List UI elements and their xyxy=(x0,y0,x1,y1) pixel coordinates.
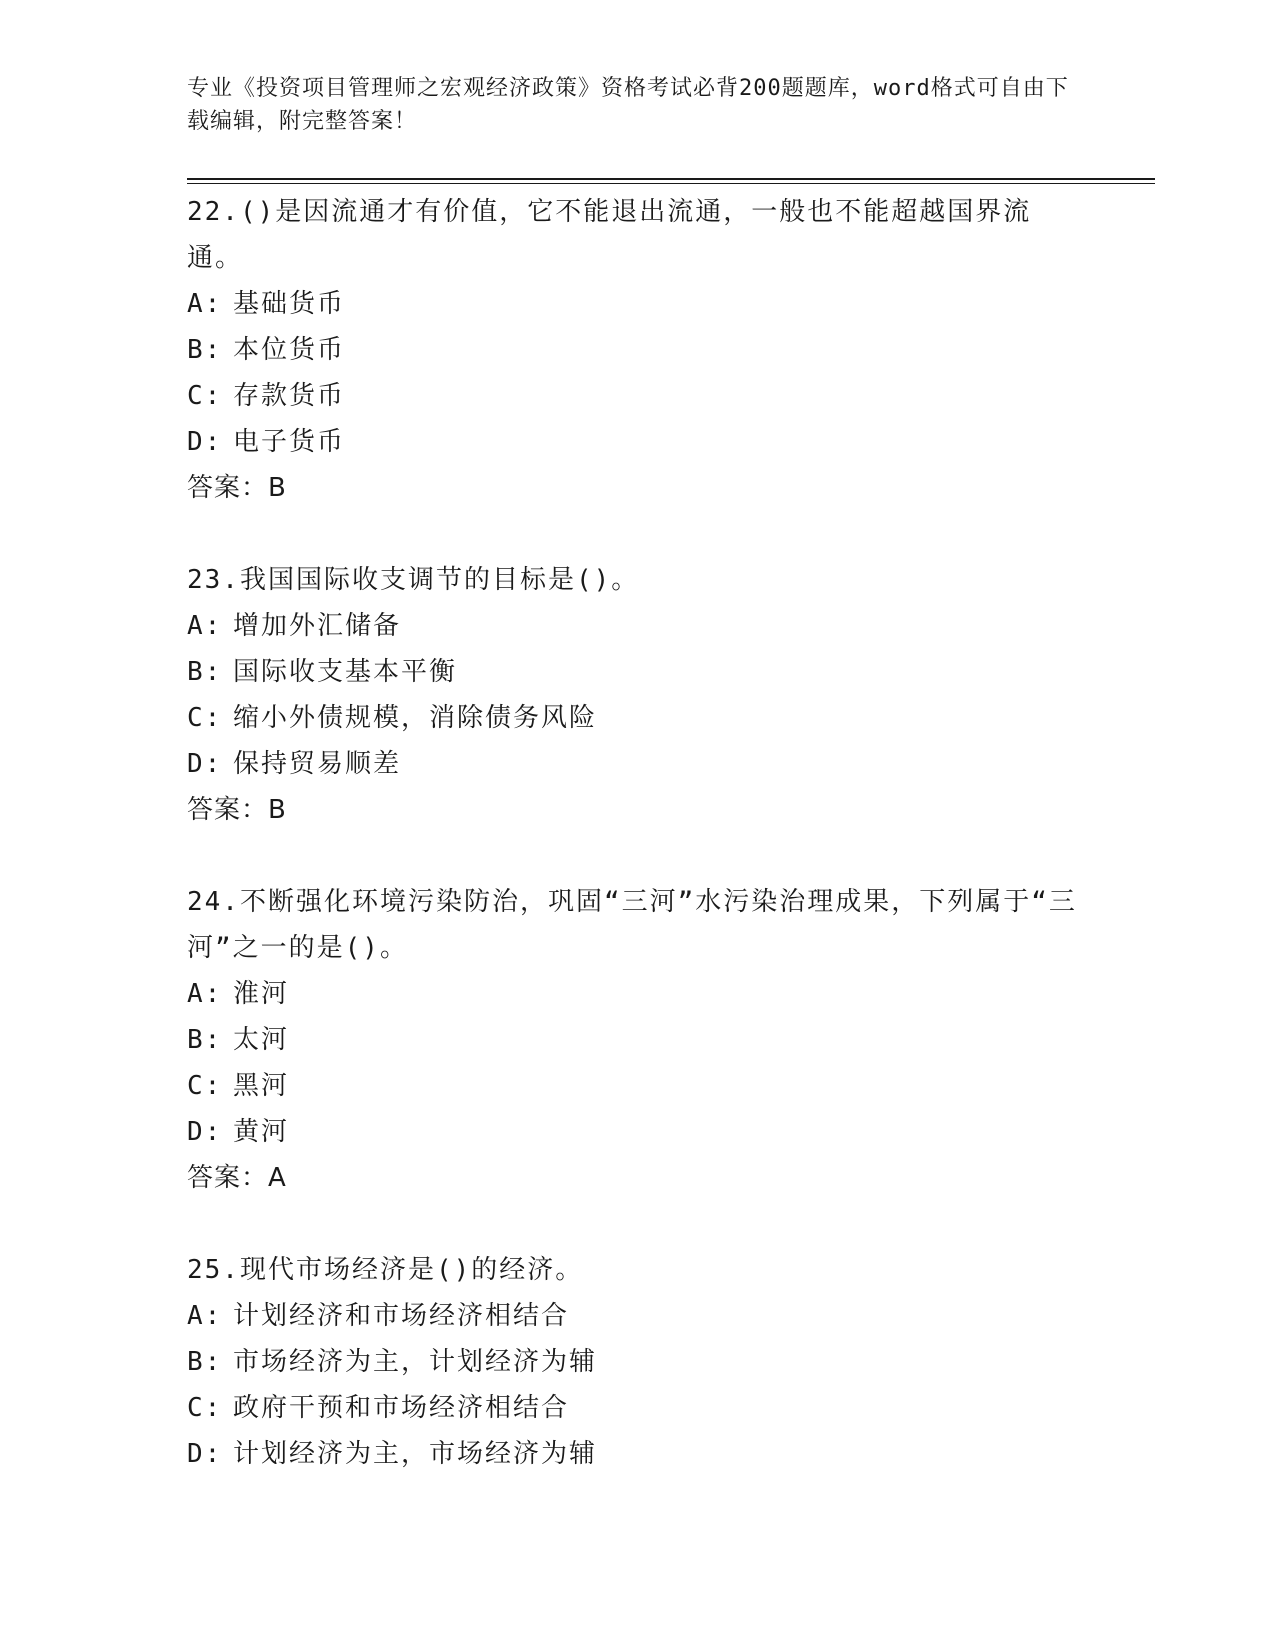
option-key: D: xyxy=(187,427,223,457)
header-rule-thin xyxy=(187,183,1155,184)
option-d xyxy=(187,1109,1087,1155)
option-key: B: xyxy=(187,1025,223,1055)
option-key: A: xyxy=(187,979,223,1009)
question-24 xyxy=(187,879,1087,1201)
option-a xyxy=(187,971,1087,1017)
option-text: 保持贸易顺差 xyxy=(233,749,402,779)
option-text: 计划经济为主，市场经济为辅 xyxy=(233,1439,598,1469)
question-stem: 24.不断强化环境污染防治，巩固“三河”水污染治理成果，下列属于“三河”之一的是()。 xyxy=(187,887,1077,963)
question-list xyxy=(187,189,1087,1523)
option-text: 太河 xyxy=(233,1025,290,1055)
option-text: 缩小外债规模，消除债务风险 xyxy=(233,703,598,733)
option-key: D: xyxy=(187,1117,223,1147)
answer-line: 答案：A xyxy=(187,1163,287,1193)
option-key: C: xyxy=(187,1071,223,1101)
option-text: 增加外汇储备 xyxy=(233,611,402,641)
option-key: B: xyxy=(187,335,223,365)
option-text: 国际收支基本平衡 xyxy=(233,657,458,687)
document-header: 专业《投资项目管理师之宏观经济政策》资格考试必背200题题库，word格式可自由下载编辑，附完整答案！ xyxy=(187,76,1069,134)
option-c xyxy=(187,1385,1087,1431)
question-stem: 22.()是因流通才有价值，它不能退出流通，一般也不能超越国界流通。 xyxy=(187,197,1032,273)
option-text: 淮河 xyxy=(233,979,290,1009)
option-text: 计划经济和市场经济相结合 xyxy=(233,1301,570,1331)
option-text: 黄河 xyxy=(233,1117,290,1147)
question-23 xyxy=(187,557,1087,833)
option-d xyxy=(187,419,1087,465)
option-key: D: xyxy=(187,1439,223,1469)
option-c xyxy=(187,695,1087,741)
question-stem: 23.我国国际收支调节的目标是()。 xyxy=(187,565,640,595)
option-key: C: xyxy=(187,703,223,733)
option-text: 基础货币 xyxy=(233,289,346,319)
option-key: A: xyxy=(187,1301,223,1331)
option-a xyxy=(187,281,1087,327)
option-b xyxy=(187,327,1087,373)
option-key: C: xyxy=(187,1393,223,1423)
option-text: 存款货币 xyxy=(233,381,346,411)
option-key: D: xyxy=(187,749,223,779)
option-key: A: xyxy=(187,289,223,319)
question-22 xyxy=(187,189,1087,511)
option-d xyxy=(187,741,1087,787)
header-rule-thick xyxy=(187,178,1155,180)
answer-line: 答案：B xyxy=(187,473,287,503)
option-text: 电子货币 xyxy=(233,427,346,457)
option-c xyxy=(187,1063,1087,1109)
question-stem: 25.现代市场经济是()的经济。 xyxy=(187,1255,584,1285)
option-c xyxy=(187,373,1087,419)
option-b xyxy=(187,1017,1087,1063)
answer-line: 答案：B xyxy=(187,795,287,825)
option-key: C: xyxy=(187,381,223,411)
option-text: 政府干预和市场经济相结合 xyxy=(233,1393,570,1423)
option-text: 市场经济为主，计划经济为辅 xyxy=(233,1347,598,1377)
option-key: B: xyxy=(187,657,223,687)
option-b xyxy=(187,649,1087,695)
option-text: 黑河 xyxy=(233,1071,290,1101)
option-d xyxy=(187,1431,1087,1477)
option-a xyxy=(187,603,1087,649)
option-b xyxy=(187,1339,1087,1385)
option-a xyxy=(187,1293,1087,1339)
option-key: B: xyxy=(187,1347,223,1377)
option-text: 本位货币 xyxy=(233,335,346,365)
question-25 xyxy=(187,1247,1087,1477)
option-key: A: xyxy=(187,611,223,641)
